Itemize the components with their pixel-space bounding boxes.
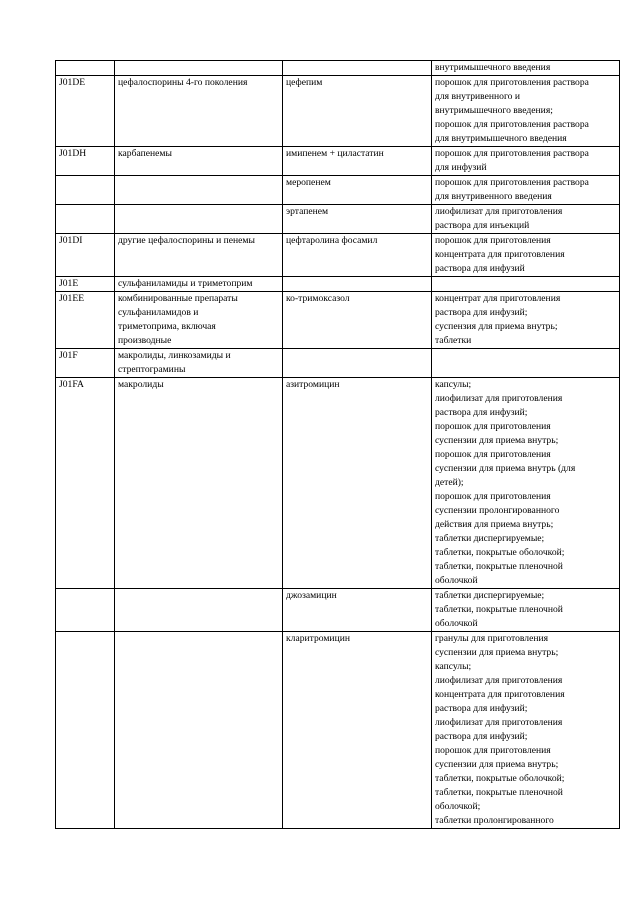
dosage-forms-line: раствора для инфузий; [435, 307, 528, 318]
drug-name-cell [283, 176, 432, 205]
dosage-forms-line: для внутримышечного введения [435, 133, 567, 144]
table-row [56, 589, 620, 632]
dosage-forms-line: таблетки пролонгированного [435, 815, 554, 826]
drug-name-cell [283, 61, 432, 76]
group-name-line: комбинированные препараты [118, 293, 238, 304]
drug-name-line: цефепим [286, 77, 323, 88]
group-name-line: производные [118, 335, 172, 346]
dosage-forms-cell [432, 277, 620, 292]
drug-name-line: ко-тримоксазол [286, 293, 350, 304]
dosage-forms-line: раствора для инфузий [435, 263, 525, 274]
atc-code-line: J01E [59, 278, 79, 289]
dosage-forms-line: порошок для приготовления раствора [435, 177, 589, 188]
atc-code-cell [56, 61, 115, 76]
table-body [56, 61, 620, 829]
atc-code-cell [56, 292, 115, 349]
group-name-cell [115, 234, 283, 277]
table-row [56, 632, 620, 829]
drug-name-cell [283, 292, 432, 349]
group-name-cell [115, 632, 283, 829]
atc-code-cell [56, 349, 115, 378]
dosage-forms-line: для внутривенного и [435, 91, 521, 102]
table-row [56, 349, 620, 378]
dosage-forms-line: порошок для приготовления раствора [435, 148, 589, 159]
dosage-forms-line: таблетки диспергируемые; [435, 590, 545, 601]
dosage-forms-line: таблетки диспергируемые; [435, 533, 545, 544]
atc-code-cell [56, 277, 115, 292]
dosage-forms-line: для инфузий [435, 162, 487, 173]
dosage-forms-line: раствора для инфузий; [435, 407, 528, 418]
atc-code-cell [56, 632, 115, 829]
atc-code-line: J01EE [59, 293, 85, 304]
group-name-line: макролиды [118, 379, 164, 390]
atc-code-cell [56, 176, 115, 205]
group-name-cell [115, 292, 283, 349]
dosage-forms-line: лиофилизат для приготовления [435, 393, 563, 404]
drug-classification-table [55, 60, 620, 829]
dosage-forms-line: суспензии пролонгированного [435, 505, 560, 516]
dosage-forms-line: концентрата для приготовления [435, 249, 565, 260]
drug-name-line: кларитромицин [286, 633, 350, 644]
dosage-forms-line: суспензии для приема внутрь (для [435, 463, 576, 474]
group-name-line: карбапенемы [118, 148, 172, 159]
table-row [56, 205, 620, 234]
dosage-forms-line: детей); [435, 477, 464, 488]
dosage-forms-line: внутримышечного введения; [435, 105, 553, 116]
dosage-forms-line: порошок для приготовления [435, 449, 551, 460]
drug-name-line: имипенем + циластатин [286, 148, 384, 159]
dosage-forms-cell [432, 632, 620, 829]
group-name-cell [115, 589, 283, 632]
dosage-forms-cell [432, 292, 620, 349]
dosage-forms-line: лиофилизат для приготовления [435, 206, 563, 217]
drug-name-line: меропенем [286, 177, 331, 188]
dosage-forms-line: гранулы для приготовления [435, 633, 549, 644]
dosage-forms-cell [432, 349, 620, 378]
drug-name-cell [283, 589, 432, 632]
dosage-forms-line: таблетки, покрытые пленочной [435, 787, 563, 798]
group-name-cell [115, 205, 283, 234]
dosage-forms-line: концентрат для приготовления [435, 293, 561, 304]
dosage-forms-cell [432, 378, 620, 589]
dosage-forms-line: концентрата для приготовления [435, 689, 565, 700]
dosage-forms-cell [432, 234, 620, 277]
group-name-line: цефалоспорины 4-го поколения [118, 77, 248, 88]
dosage-forms-line: таблетки, покрытые оболочкой; [435, 547, 565, 558]
dosage-forms-line: порошок для приготовления [435, 421, 551, 432]
group-name-cell [115, 277, 283, 292]
atc-code-line: J01F [59, 350, 78, 361]
table-row [56, 378, 620, 589]
dosage-forms-line: лиофилизат для приготовления [435, 717, 563, 728]
atc-code-line: J01DI [59, 235, 83, 246]
dosage-forms-cell [432, 205, 620, 234]
drug-name-cell [283, 205, 432, 234]
drug-name-cell [283, 234, 432, 277]
atc-code-line: J01FA [59, 379, 84, 390]
table-row [56, 277, 620, 292]
drug-name-line: джозамицин [286, 590, 337, 601]
group-name-line: другие цефалоспорины и пенемы [118, 235, 255, 246]
dosage-forms-line: таблетки [435, 335, 472, 346]
group-name-line: триметоприма, включая [118, 321, 216, 332]
dosage-forms-line: капсулы; [435, 379, 472, 390]
dosage-forms-line: раствора для инфузий; [435, 731, 528, 742]
group-name-cell [115, 147, 283, 176]
group-name-line: сульфаниламиды и триметоприм [118, 278, 253, 289]
dosage-forms-line: раствора для инфузий; [435, 703, 528, 714]
atc-code-line: J01DH [59, 148, 87, 159]
drug-name-line: эртапенем [286, 206, 329, 217]
group-name-line: сульфаниламидов и [118, 307, 199, 318]
group-name-cell [115, 378, 283, 589]
group-name-cell [115, 176, 283, 205]
dosage-forms-line: таблетки, покрытые оболочкой; [435, 773, 565, 784]
atc-code-line: J01DE [59, 77, 86, 88]
dosage-forms-line: для внутривенного введения [435, 191, 552, 202]
atc-code-cell [56, 589, 115, 632]
dosage-forms-cell [432, 147, 620, 176]
group-name-cell [115, 76, 283, 147]
drug-name-cell [283, 632, 432, 829]
drug-name-cell [283, 147, 432, 176]
atc-code-cell [56, 378, 115, 589]
group-name-cell [115, 349, 283, 378]
dosage-forms-line: порошок для приготовления раствора [435, 119, 589, 130]
dosage-forms-line: оболочкой; [435, 801, 481, 812]
group-name-line: стрептограмины [118, 364, 186, 375]
dosage-forms-line: порошок для приготовления раствора [435, 77, 589, 88]
dosage-forms-line: суспензии для приема внутрь; [435, 759, 559, 770]
dosage-forms-cell [432, 589, 620, 632]
table-row [56, 292, 620, 349]
atc-code-cell [56, 147, 115, 176]
atc-code-cell [56, 205, 115, 234]
dosage-forms-line: оболочкой [435, 618, 478, 629]
dosage-forms-line: раствора для инъекций [435, 220, 530, 231]
table-row [56, 234, 620, 277]
group-name-line: макролиды, линкозамиды и [118, 350, 231, 361]
dosage-forms-line: оболочкой [435, 575, 478, 586]
dosage-forms-cell [432, 176, 620, 205]
dosage-forms-line: порошок для приготовления [435, 235, 551, 246]
dosage-forms-line: таблетки, покрытые пленочной [435, 561, 563, 572]
drug-name-cell [283, 349, 432, 378]
drug-name-cell [283, 277, 432, 292]
dosage-forms-line: действия для приема внутрь; [435, 519, 554, 530]
drug-name-cell [283, 76, 432, 147]
dosage-forms-line: суспензия для приема внутрь; [435, 321, 558, 332]
drug-name-line: азитромицин [286, 379, 340, 390]
dosage-forms-line: капсулы; [435, 661, 472, 672]
table-row [56, 76, 620, 147]
dosage-forms-cell [432, 76, 620, 147]
table-row [56, 61, 620, 76]
table-row [56, 176, 620, 205]
atc-code-cell [56, 234, 115, 277]
dosage-forms-line: порошок для приготовления [435, 745, 551, 756]
table-row [56, 147, 620, 176]
dosage-forms-cell [432, 61, 620, 76]
dosage-forms-line: таблетки, покрытые пленочной [435, 604, 563, 615]
dosage-forms-line: суспензии для приема внутрь; [435, 435, 559, 446]
drug-name-cell [283, 378, 432, 589]
atc-code-cell [56, 76, 115, 147]
dosage-forms-line: порошок для приготовления [435, 491, 551, 502]
dosage-forms-line: внутримышечного введения [435, 62, 551, 73]
group-name-cell [115, 61, 283, 76]
dosage-forms-line: лиофилизат для приготовления [435, 675, 563, 686]
drug-name-line: цефтаролина фосамил [286, 235, 378, 246]
dosage-forms-line: суспензии для приема внутрь; [435, 647, 559, 658]
